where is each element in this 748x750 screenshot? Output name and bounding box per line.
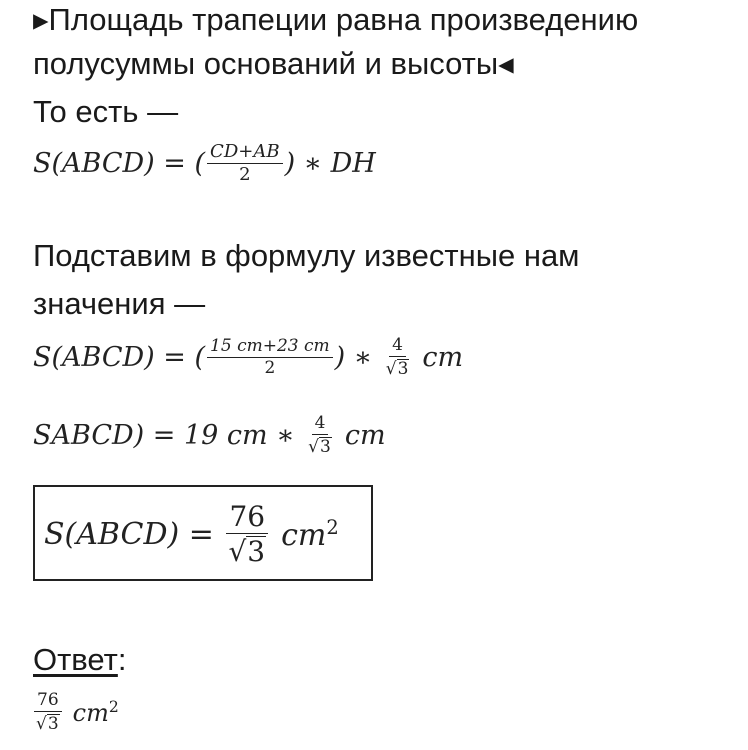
formula2-fraction-height [383, 334, 413, 379]
answer-value [33, 684, 119, 740]
formula-area-general [33, 138, 376, 188]
formula1-fraction [207, 140, 283, 185]
formula2-height-numerator: 4 [389, 337, 406, 357]
intro-line-2: полусуммы оснований и высоты◂ [33, 46, 514, 81]
formula2-denominator: 2 [264, 357, 276, 378]
formula3-numerator: 4 [312, 415, 329, 435]
formula1-rhs: ) ∗ DH [284, 147, 376, 179]
formula2-lhs: S(ABCD) = ( [33, 341, 206, 373]
formula2-fraction-bases [207, 335, 333, 378]
intro-line-3: То есть — [33, 94, 179, 129]
boxed-radicand: 3 [247, 534, 266, 568]
boxed-lhs: S(ABCD) = [44, 516, 224, 552]
answer-radicand: 3 [47, 713, 59, 734]
boxed-denominator [225, 534, 269, 566]
sqrt-symbol: √ [385, 358, 397, 379]
formula2-radicand: 3 [397, 358, 409, 379]
answer-numerator: 76 [34, 692, 62, 712]
formula3-radicand: 3 [320, 436, 331, 457]
formula1-lhs: S(ABCD) = ( [33, 147, 206, 179]
formula2-unit: cm [422, 341, 464, 373]
formula2-mid: ) ∗ [334, 341, 381, 373]
formula3-fraction [305, 412, 335, 457]
answer-colon: : [117, 642, 127, 677]
boxed-numerator: 76 [226, 503, 268, 534]
formula3-unit: cm [344, 419, 386, 451]
substitute-line-1: Подставим в формулу известные нам [33, 238, 580, 273]
boxed-result [44, 492, 339, 576]
formula-substituted [33, 330, 463, 384]
formula3-denominator [305, 435, 335, 456]
formula2-numerator: 15 cm+23 cm [207, 338, 333, 358]
formula1-denominator: 2 [239, 163, 251, 185]
formula2-height-denominator [383, 357, 413, 378]
boxed-unit [281, 516, 339, 553]
answer-unit-text: cm [72, 698, 109, 727]
substitute-line-2: значения — [33, 286, 206, 321]
formula3-lhs: SABCD) = 19 cm ∗ [33, 419, 304, 451]
boxed-unit-text: cm [281, 517, 327, 553]
sqrt-symbol: √ [36, 713, 47, 734]
sqrt-symbol: √ [228, 534, 247, 568]
boxed-exponent: 2 [326, 515, 339, 539]
formula1-numerator: CD+AB [207, 143, 283, 164]
intro-line-1: ▸Площадь трапеции равна произведению [33, 2, 639, 37]
answer-denominator [33, 712, 63, 733]
answer-label: Ответ [33, 642, 118, 677]
answer-fraction [33, 689, 63, 734]
formula-simplified [33, 408, 386, 462]
sqrt-symbol: √ [308, 436, 319, 457]
answer-heading [33, 642, 126, 678]
answer-exponent: 2 [108, 697, 119, 716]
answer-unit [73, 698, 119, 727]
boxed-fraction [225, 499, 269, 568]
